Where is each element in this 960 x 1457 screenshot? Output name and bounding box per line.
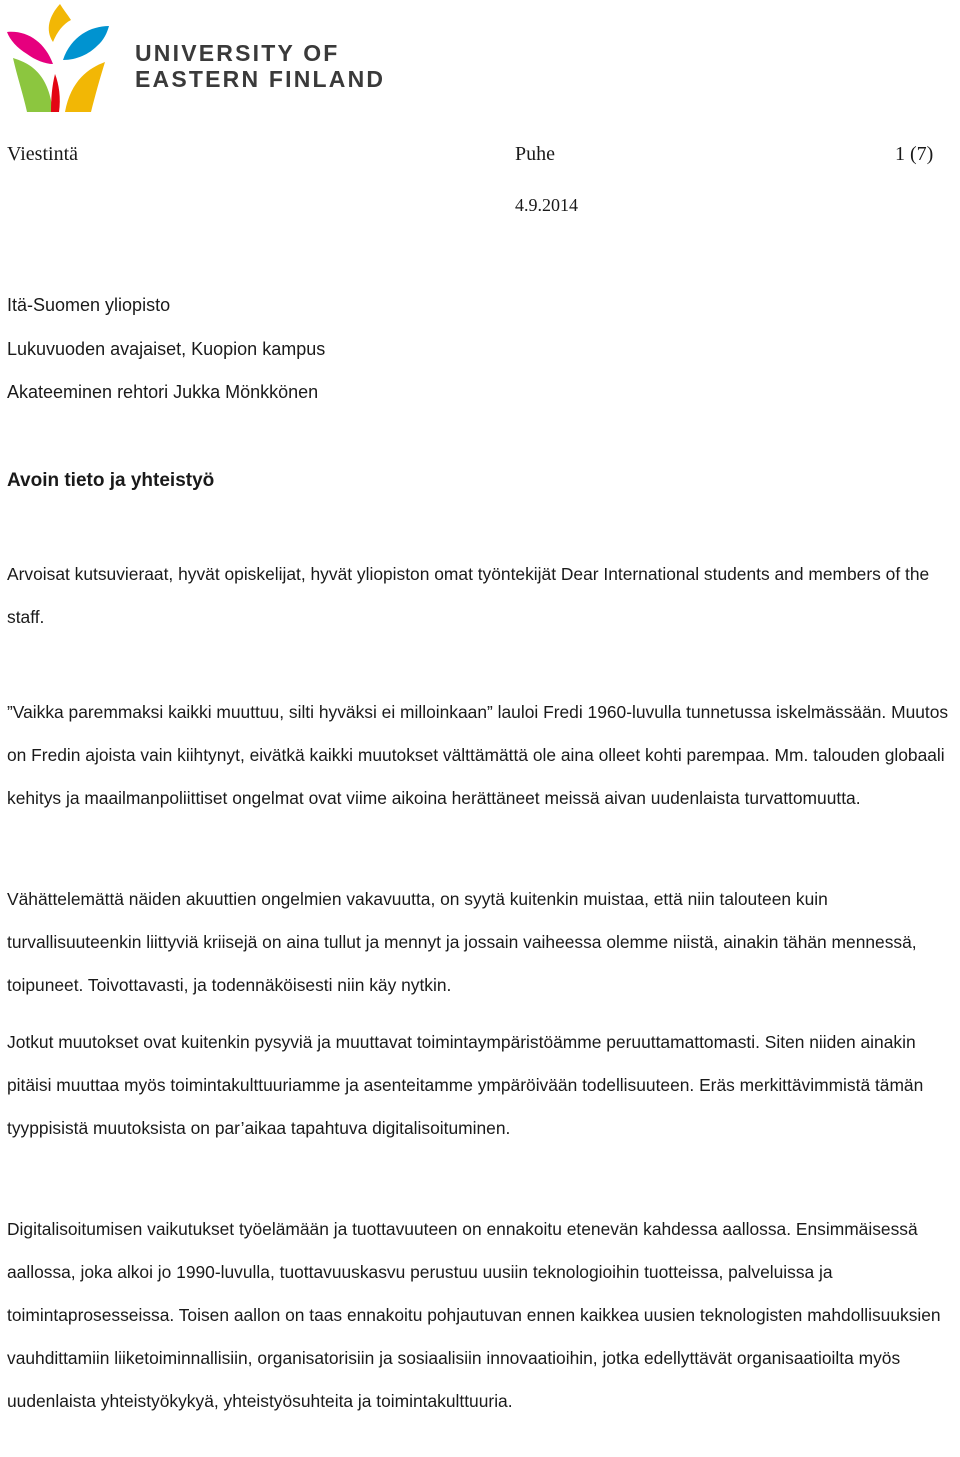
page-number: 1 (7) [895, 143, 934, 165]
paragraph-2: Vähättelemättä näiden akuuttien ongelmien vakavuutta, on syytä kuitenkin muistaa, että niin talouteen kuin turvallisuuteenkin liittyviä kriisejä on aina tullut ja mennyt ja jossain vaiheessa olemme niistä, ainakin tähän mennessä, toipuneet. Toivottavasti, ja todennäköisesti niin käy nytkin. [7, 889, 917, 995]
meta-speaker: Akateeminen rehtori Jukka Mönkkönen [7, 382, 319, 402]
logo-line-2: EASTERN FINLAND [135, 66, 386, 92]
paragraph-greeting: Arvoisat kutsuvieraat, hyvät opiskelijat, hyvät yliopiston omat työntekijät Dear International students and members of the staff. [7, 564, 930, 627]
paragraph-4: Digitalisoitumisen vaikutukset työelämään ja tuottavuuteen on ennakoitu etenevän kahdessa aallossa. Ensimmäisessä aallossa, joka alkoi jo 1990-luvulla, tuottavuuskasvu perustuu uusiin teknologioihin tuotteissa, palveluissa ja toimintaprosesseissa. Toisen aallon on taas ennakoitu pohjautuvan ennen kaikkea uusien teknologisten mahdollisuuksien vauhdittamiin liiketoiminnallisiin, organisatorisiin ja sosiaalisiin innovaatioihin, jotka edellyttävät organisaatioilta myös uudenlaista yhteistyökykyä, yhteistyösuhteita ja toimintakulttuuria. [7, 1219, 941, 1411]
university-logo [5, 2, 386, 114]
paragraph-3: Jotkut muutokset ovat kuitenkin pysyviä ja muuttavat toimintaympäristöämme peruuttamattomasti. Siten niiden ainakin pitäisi muuttaa myös toimintakulttuuriamme ja asenteitamme ympäröivään todellisuuteen. Eräs merkittävimmistä tämän tyyppisistä muutoksista on par’aikaa tapahtuva digitalisoituminen. [7, 1032, 924, 1138]
speech-title: Avoin tieto ja yhteistyö [7, 470, 215, 491]
department-label: Viestintä [7, 143, 79, 165]
document-date: 4.9.2014 [515, 195, 578, 215]
doc-type-label: Puhe [515, 143, 555, 165]
meta-university: Itä-Suomen yliopisto [7, 295, 171, 315]
meta-event: Lukuvuoden avajaiset, Kuopion kampus [7, 339, 326, 359]
logo-mark-icon [5, 2, 115, 114]
logo-line-1: UNIVERSITY OF [135, 40, 340, 66]
paragraph-1: ”Vaikka paremmaksi kaikki muuttuu, silti hyväksi ei milloinkaan” lauloi Fredi 1960-luvulla tunnetussa iskelmässään. Muutos on Fredin ajoista vain kiihtynyt, eivätkä kaikki muutokset välttämättä ole aina olleet kohti parempaa. Mm. talouden globaali kehitys ja maailmanpoliittiset ongelmat ovat viime aikoina herättäneet meissä aivan uudenlaista turvattomuutta. [7, 702, 949, 808]
